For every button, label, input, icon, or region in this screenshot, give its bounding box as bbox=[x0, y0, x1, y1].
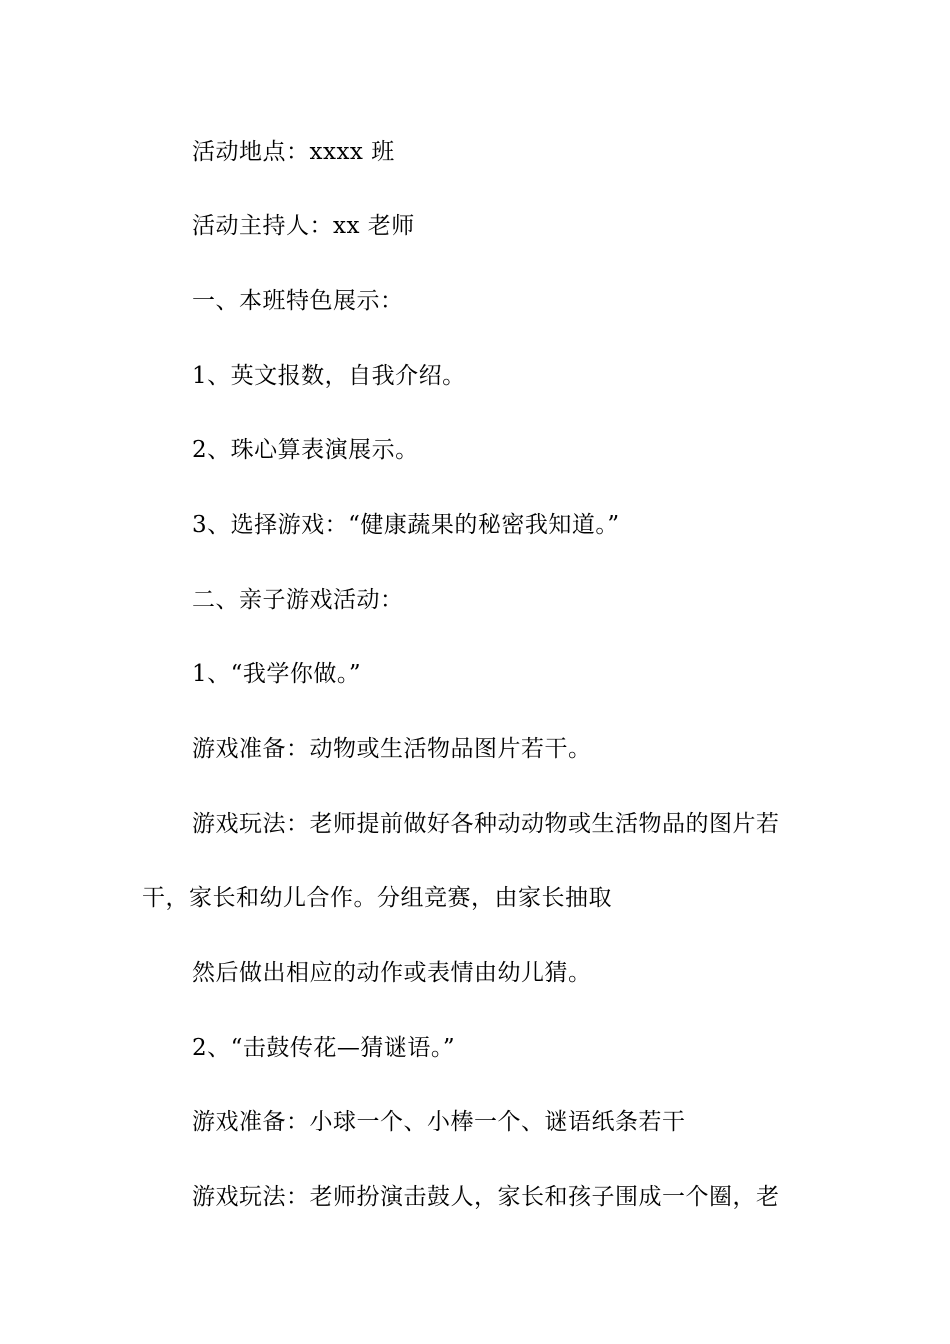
section-heading-1: 一、本班特色展示： bbox=[192, 288, 404, 314]
section-heading-2: 二、亲子游戏活动： bbox=[192, 587, 404, 613]
list-item: 1、英文报数，自我介绍。 bbox=[192, 363, 466, 389]
game-rules-continued: 然后做出相应的动作或表情由幼儿猜。 bbox=[192, 960, 592, 986]
game-preparation: 游戏准备：动物或生活物品图片若干。 bbox=[192, 736, 592, 762]
game-title: 1、“我学你做。” bbox=[192, 661, 362, 687]
activity-host: 活动主持人：xx 老师 bbox=[192, 213, 415, 239]
activity-location: 活动地点：xxxx 班 bbox=[192, 139, 395, 165]
game-rules: 游戏玩法：老师提前做好各种动动物或生活物品的图片若 bbox=[192, 811, 780, 837]
game-rules-continued: 干，家长和幼儿合作。分组竞赛，由家长抽取 bbox=[142, 885, 612, 911]
list-item: 3、选择游戏：“健康蔬果的秘密我知道。” bbox=[192, 512, 620, 538]
game-rules: 游戏玩法：老师扮演击鼓人，家长和孩子围成一个圈，老 bbox=[192, 1184, 780, 1210]
list-item: 2、珠心算表演展示。 bbox=[192, 437, 419, 463]
game-title: 2、“击鼓传花—猜谜语。” bbox=[192, 1035, 456, 1061]
game-preparation: 游戏准备：小球一个、小棒一个、谜语纸条若干 bbox=[192, 1109, 686, 1135]
